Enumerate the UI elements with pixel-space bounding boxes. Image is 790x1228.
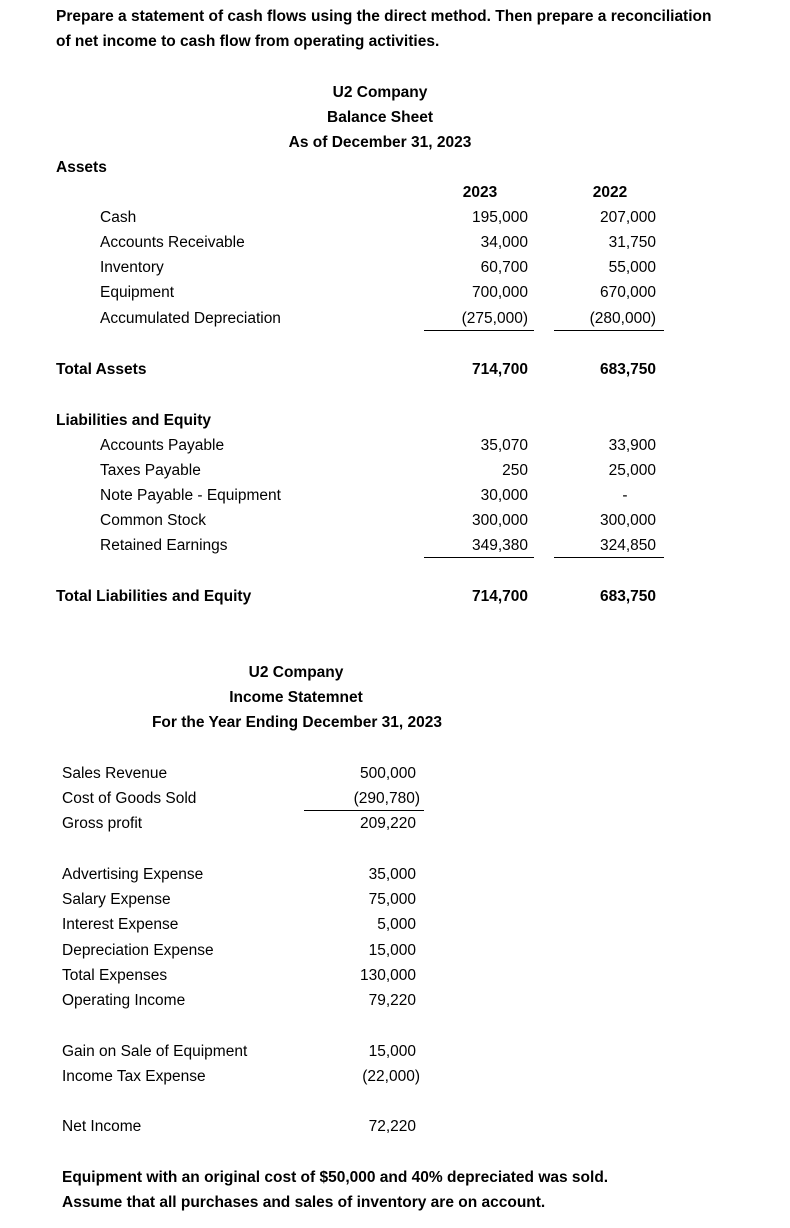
liability-value-2023: 250 [502,462,528,479]
liability-label: Accounts Payable [100,437,225,454]
total-assets-2022: 683,750 [599,361,656,378]
bs-company: U2 Company [332,84,428,101]
cogs-rule [304,810,424,811]
is-line-value: 15,000 [368,1043,416,1060]
is-line-value: 75,000 [368,891,416,908]
asset-value-2023: (275,000) [461,310,528,327]
liability-value-2023: 35,070 [480,437,528,454]
is-line-label: Income Tax Expense [62,1068,206,1085]
liab-rule-2022 [554,557,664,558]
net-income-label: Net Income [62,1118,142,1135]
instruction-line-1: Prepare a statement of cash flows using the direct method. Then prepare a reconciliation [56,8,712,25]
liabilities-heading: Liabilities and Equity [56,412,212,429]
bs-date: As of December 31, 2023 [288,134,472,151]
total-liab-label: Total Liabilities and Equity [56,588,252,605]
is-line-label: Sales Revenue [62,765,168,782]
is-period: For the Year Ending December 31, 2023 [151,714,443,731]
liability-value-2022: - [622,487,628,504]
note-line-2: Assume that all purchases and sales of inventory are on account. [62,1194,546,1211]
is-title: Income Statemnet [229,689,363,706]
is-line-label: Total Expenses [62,967,168,984]
asset-value-2022: 670,000 [599,284,656,301]
net-income-value: 72,220 [368,1118,416,1135]
total-liab-2022: 683,750 [599,588,656,605]
is-line-label: Operating Income [62,992,186,1009]
col-header-2022: 2022 [592,184,628,201]
note-line-1: Equipment with an original cost of $50,000 and 40% depreciated was sold. [62,1169,609,1186]
col-header-2023: 2023 [462,184,498,201]
asset-value-2023: 195,000 [471,209,528,226]
liability-value-2022: 300,000 [599,512,656,529]
instruction-line-2: of net income to cash flow from operating activities. [56,33,440,50]
total-liab-2023: 714,700 [471,588,528,605]
liability-value-2023: 300,000 [471,512,528,529]
is-line-value: (290,780) [353,790,420,807]
total-assets-label: Total Assets [56,361,147,378]
total-assets-2023: 714,700 [471,361,528,378]
is-line-value: 5,000 [377,916,416,933]
is-line-value: 79,220 [368,992,416,1009]
subtotal-rule-2023 [424,330,534,331]
asset-value-2023: 34,000 [480,234,528,251]
asset-value-2023: 60,700 [480,259,528,276]
liability-label: Note Payable - Equipment [100,487,281,504]
is-line-value: 15,000 [368,942,416,959]
is-line-label: Advertising Expense [62,866,204,883]
bs-title: Balance Sheet [327,109,433,126]
asset-value-2022: 55,000 [608,259,656,276]
asset-value-2023: 700,000 [471,284,528,301]
asset-label: Equipment [100,284,175,301]
liability-value-2022: 33,900 [608,437,656,454]
liability-label: Retained Earnings [100,537,228,554]
asset-value-2022: (280,000) [589,310,656,327]
liability-value-2022: 25,000 [608,462,656,479]
is-line-label: Interest Expense [62,916,179,933]
is-line-value: 209,220 [359,815,416,832]
is-line-value: 35,000 [368,866,416,883]
assets-heading: Assets [56,159,107,176]
asset-label: Cash [100,209,137,226]
is-line-label: Depreciation Expense [62,942,214,959]
is-company: U2 Company [248,664,344,681]
is-line-label: Salary Expense [62,891,171,908]
asset-label: Inventory [100,259,164,276]
asset-label: Accounts Receivable [100,234,245,251]
asset-label: Accumulated Depreciation [100,310,281,327]
asset-value-2022: 207,000 [599,209,656,226]
is-line-label: Gross profit [62,815,143,832]
is-line-label: Gain on Sale of Equipment [62,1043,248,1060]
subtotal-rule-2022 [554,330,664,331]
is-line-value: (22,000) [362,1068,420,1085]
liab-rule-2023 [424,557,534,558]
liability-value-2022: 324,850 [599,537,656,554]
liability-label: Taxes Payable [100,462,201,479]
liability-label: Common Stock [100,512,206,529]
asset-value-2022: 31,750 [608,234,656,251]
liability-value-2023: 30,000 [480,487,528,504]
is-line-label: Cost of Goods Sold [62,790,197,807]
liability-value-2023: 349,380 [471,537,528,554]
is-line-value: 500,000 [359,765,416,782]
is-line-value: 130,000 [359,967,416,984]
